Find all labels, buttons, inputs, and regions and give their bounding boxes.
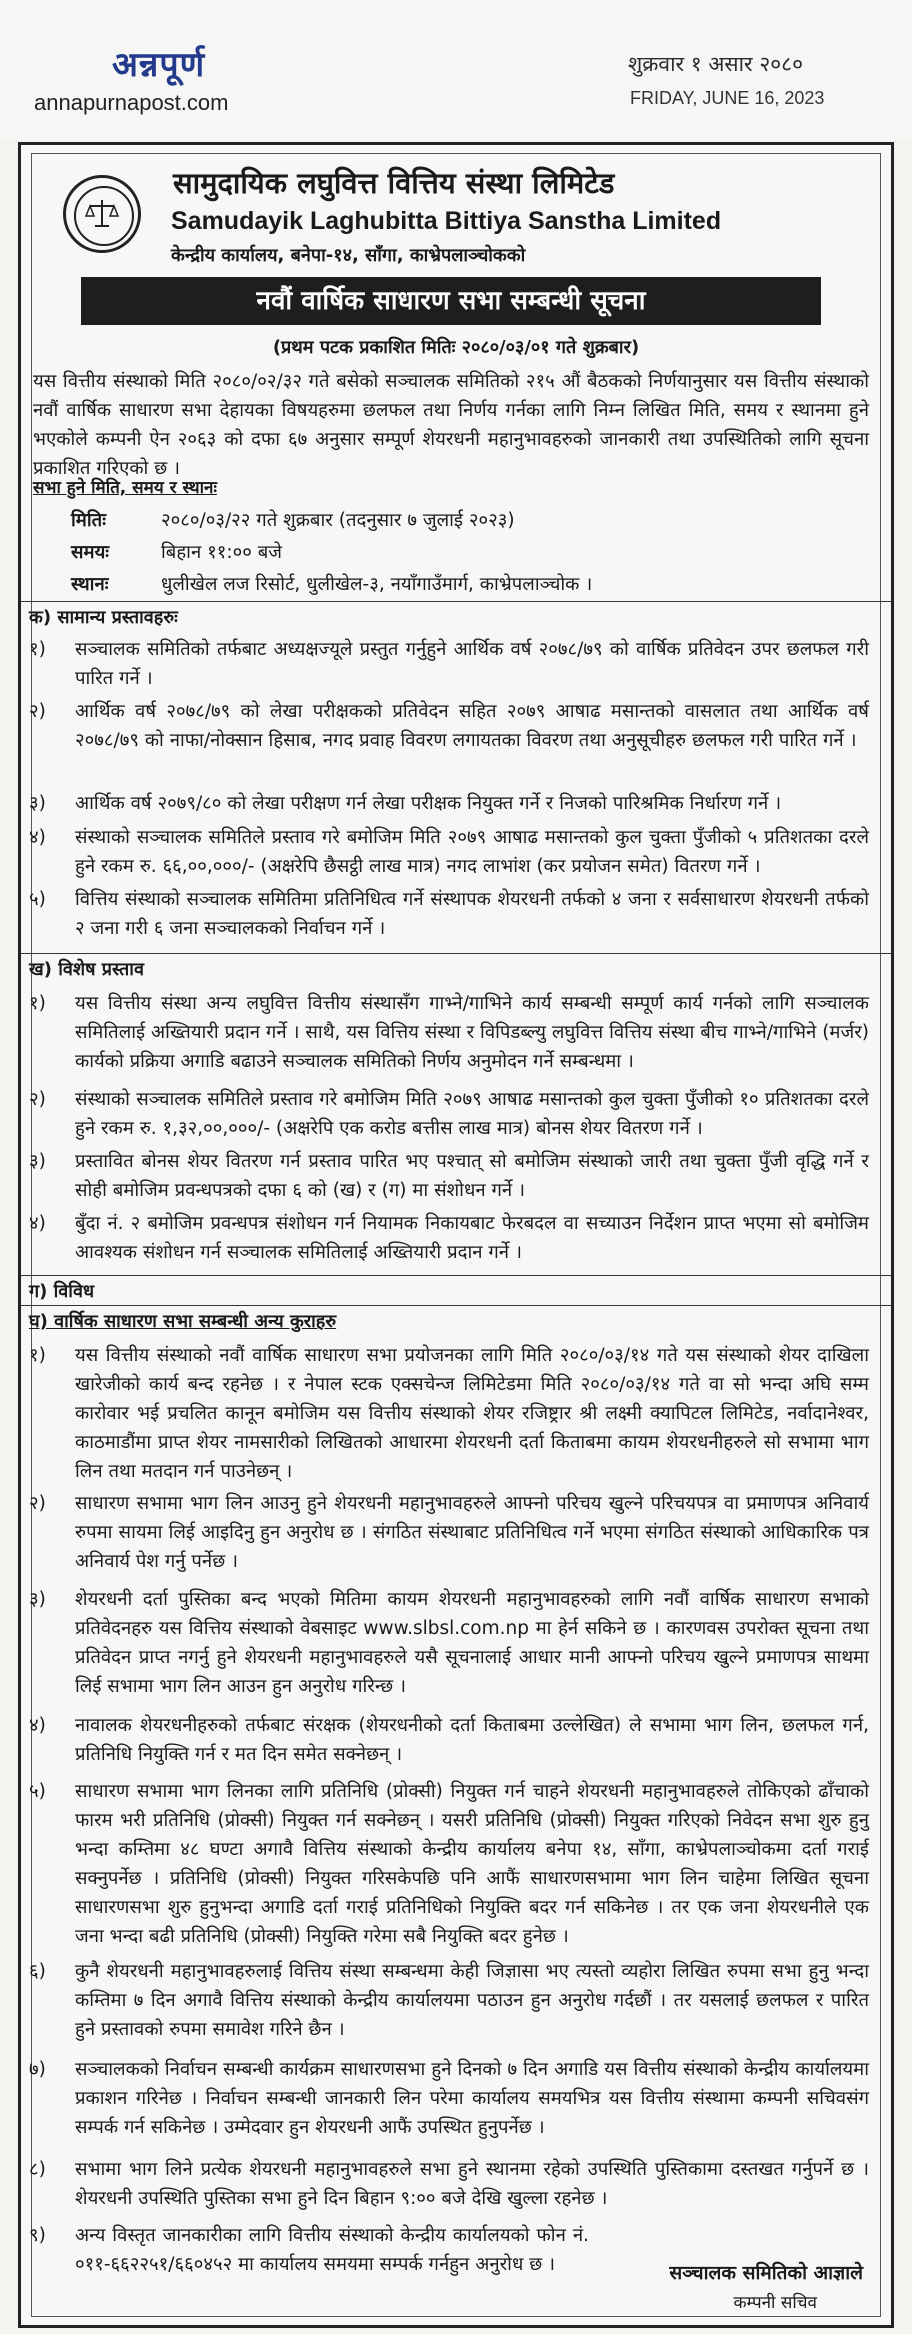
newspaper-logo: अन्नपूर्ण	[112, 45, 206, 85]
divider	[21, 953, 891, 954]
meeting-place-value: धुलीखेल लज रिसोर्ट, धुलीखेल-३, नयाँगाउँमार्ग, काभ्रेपलाञ्चोक ।	[161, 574, 593, 595]
meeting-time-label: समयः	[71, 542, 110, 563]
list-item: ५) साधारण सभामा भाग लिनका लागि प्रतिनिधि (प्रोक्सी) नियुक्त गर्न चाहने शेयरधनी महानुभावहरुले तोकिएको ढाँचाको फारम भरी प्रतिनिधि (प्रोक्सी) नियुक्त गर्न सक्नेछन् । यसरी प्रतिनिधि (प्रोक्सी) नियुक्त गरिएको निवेदन सभा शुरु हुनु भन्दा कम्तिमा ४८ घण्टा अगावै वित्तिय संस्थाको केन्द्रीय कार्यालय बनेपा १४, साँगा, काभ्रेपलाञ्चोकमा दर्ता गराई सक्नुपर्नेछ । प्रतिनिधि (प्रोक्सी) नियुक्त गरिसकेपछि पनि आफैं साधारणसभामा भाग लिन चाहेमा लिखित सूचना साधारणसभा शुरु हुनुभन्दा अगाडि दर्ता गराई प्रतिनिधिको नियुक्ति बदर गर्न सकिनेछ । तर एक जना शेयरधनीले एक जना भन्दा बढी प्रतिनिधि (प्रोक्सी) नियुक्ति गरेमा सबै नियुक्ति बदर हुनेछ ।	[29, 1781, 869, 1947]
section-general-proposals: क) सामान्य प्रस्तावहरुः	[29, 607, 178, 628]
list-item: ८) सभामा भाग लिने प्रत्येक शेयरधनी महानुभावहरुले सभा हुने स्थानमा रहेको उपस्थिति पुस्तिकामा दस्तखत गर्नुपर्ने छ । शेयरधनी उपस्थिति पुस्तिका सभा हुने दिन बिहान ९:०० बजे देखि खुल्ला रहनेछ ।	[29, 2159, 869, 2209]
list-item: २) आर्थिक वर्ष २०७८/७९ को लेखा परीक्षकको प्रतिवेदन सहित २०७९ आषाढ मसान्तको वासलात तथा आर्थिक वर्ष २०७८/७९ को नाफा/नोक्सान हिसाब, नगद प्रवाह विवरण लगायतका विवरण तथा अनुसूचीहरु छलफल गरी पारित गर्ने ।	[29, 701, 869, 751]
list-item: २) साधारण सभामा भाग लिन आउनु हुने शेयरधनी महानुभावहरुले आफ्नो परिचय खुल्ने परिचयपत्र वा प्रमाणपत्र अनिवार्य रुपमा सायमा लिई आइदिनु हुन अनुरोध छ । संगठित संस्थाबाट प्रतिनिधित्व गर्ने भएमा संगठित संस्थाको आधिकारिक पत्र अनिवार्य पेश गर्नु पर्नेछ ।	[29, 1493, 869, 1572]
publication-date: (प्रथम पटक प्रकाशित मितिः २०८०/०३/०१ गते शुक्रबार)	[272, 337, 640, 358]
meeting-place-row	[71, 571, 592, 596]
organization-name-nepali: सामुदायिक लघुवित्त वित्तिय संस्था लिमिटेड	[173, 166, 615, 200]
list-item: १) सञ्चालक समितिको तर्फबाट अध्यक्षज्यूले प्रस्तुत गर्नुहुने आर्थिक वर्ष २०७८/७९ को वार्षिक प्रतिवेदन उपर छलफल गरी पारित गर्ने ।	[29, 639, 869, 689]
section-miscellaneous: ग) विविध	[29, 1281, 95, 1302]
divider	[21, 1275, 891, 1276]
meeting-time-value: बिहान ११:०० बजे	[161, 542, 283, 563]
list-item: ९) अन्य विस्तृत जानकारीका लागि वित्तीय संस्थाको केन्द्रीय कार्यालयको फोन नं. ०११-६६२२५१/६६०४५२ मा कार्यालय समयमा सम्पर्क गर्नहुन अनुरोध छ ।	[29, 2225, 589, 2275]
notice-title: नवौं वार्षिक साधारण सभा सम्बन्धी सूचना	[81, 277, 821, 325]
list-item: २) संस्थाको सञ्चालक समितिले प्रस्ताव गरे बमोजिम मिति २०७९ आषाढ मसान्तको कुल चुक्ता पुँजीको १० प्रतिशतका दरले हुने रकम रु. १,३२,००,०००/- (अक्षरेपि एक करोड बत्तीस लाख मात्र) बोनस शेयर वितरण गर्ने ।	[29, 1089, 869, 1139]
organization-seal-icon	[63, 175, 141, 253]
meeting-date-value: २०८०/०३/२२ गते शुक्रबार (तदनुसार ७ जुलाई २०२३)	[161, 510, 515, 531]
meeting-time-row	[71, 539, 282, 564]
section-other-matters: घ) वार्षिक साधारण सभा सम्बन्धी अन्य कुराहरु	[29, 1311, 337, 1332]
list-item: १) यस वित्तीय संस्था अन्य लघुवित्त वित्तीय संस्थासँग गाभ्ने/गाभिने कार्य सम्बन्धी सम्पूर्ण कार्य गर्नको लागि सञ्चालक समितिलाई अख्तियारी प्रदान गर्ने । साथै, यस वित्तिय संस्था र विपिडब्ल्यु लघुवित्त वित्तिय संस्था बीच गाभ्ने/गाभिने (मर्जर) कार्यको प्रक्रिया अगाडि बढाउने सञ्चालक समितिको निर्णय अनुमोदन गर्ने सम्बन्धमा ।	[29, 993, 869, 1072]
notice-box	[18, 142, 894, 2328]
list-item: ४) नावालक शेयरधनीहरुको तर्फबाट संरक्षक (शेयरधनीको दर्ता किताबमा उल्लेखित) ले सभामा भाग लिन, छलफल गर्न, प्रतिनिधि नियुक्ति गर्न र मत दिन समेत सक्नेछन् ।	[29, 1715, 869, 1765]
list-item: ७) सञ्चालकको निर्वाचन सम्बन्धी कार्यक्रम साधारणसभा हुने दिनको ७ दिन अगाडि यस वित्तीय संस्थाको केन्द्रीय कार्यालयमा प्रकाशन गरिनेछ । निर्वाचन सम्बन्धी जानकारी लिन परेमा कार्यालय समयभित्र यस वित्तीय संस्थामा कम्पनी सचिवसंग सम्पर्क गर्न सकिनेछ । उम्मेदवार हुन शेयरधनी आफैं उपस्थित हुनुपर्नेछ ।	[29, 2059, 869, 2138]
newspaper-header	[0, 0, 912, 140]
list-item: ४) संस्थाको सञ्चालक समितिले प्रस्ताव गरे बमोजिम मिति २०७९ आषाढ मसान्तको कुल चुक्ता पुँजीको ५ प्रतिशतका दरले हुने रकम रु. ६६,००,०००/- (अक्षरेपि छैसट्ठी लाख मात्र) नगद लाभांश (कर प्रयोजन समेत) वितरण गर्ने ।	[29, 827, 869, 877]
meeting-date-label: मितिः	[71, 510, 106, 531]
date-english: FRIDAY, JUNE 16, 2023	[630, 88, 825, 108]
section-special-proposals: ख) विशेष प्रस्ताव	[29, 959, 144, 980]
meeting-heading: सभा हुने मिति, समय र स्थानः	[33, 478, 217, 498]
list-item: ३) आर्थिक वर्ष २०७९/८० को लेखा परीक्षण गर्न लेखा परीक्षक नियुक्त गर्ने र निजको पारिश्रमिक निर्धारण गर्ने ।	[29, 793, 782, 814]
signatory-title: कम्पनी सचिव	[733, 2293, 817, 2313]
newspaper-url: annapurnapost.com	[34, 90, 229, 115]
divider	[21, 601, 891, 602]
date-nepali: शुक्रवार १ असार २०८०	[628, 52, 804, 76]
divider	[21, 1305, 891, 1306]
list-item: १) यस वित्तीय संस्थाको नवौं वार्षिक साधारण सभा प्रयोजनका लागि मिति २०८०/०३/१४ गते यस संस्थाको शेयर दाखिला खारेजीको कार्य बन्द रहनेछ । र नेपाल स्टक एक्सचेन्ज लिमिटेडमा मिति २०८०/०३/१४ गते वा सो भन्दा अघि सम्म कारोवार भई प्रचलित कानून बमोजिम यस वित्तीय संस्थाको शेयर रजिष्ट्रार श्री लक्ष्मी क्यापिटल लिमिटेड, नर्वादानेश्वर, काठमाडौंमा प्राप्त शेयर नामसारीको लिखितको आधारमा शेयरधनी दर्ता किताबमा कायम शेयरधनीहरुले सो सभामा भाग लिन तथा मतदान गर्न पाउनेछन् ।	[29, 1345, 869, 1482]
signature-line: सञ्चालक समितिको आज्ञाले	[669, 2262, 863, 2284]
list-item: ३) प्रस्तावित बोनस शेयर वितरण गर्न प्रस्ताव पारित भए पश्चात् सो बमोजिम संस्थाको जारी तथा चुक्ता पुँजी वृद्धि गर्ने र सोही बमोजिम प्रवन्धपत्रको दफा ६ को (ख) र (ग) मा संशोधन गर्ने ।	[29, 1151, 869, 1201]
intro-paragraph: यस वित्तीय संस्थाको मिति २०८०/०२/३२ गते बसेको सञ्चालक समितिको २१५ औं बैठकको निर्णयानुसार यस वित्तीय संस्थाको नवौं वार्षिक साधारण सभा देहायका विषयहरुमा छलफल तथा निर्णय गर्नका लागि निम्न लिखित मिति, समय र स्थानमा हुने भएकोले कम्पनी ऐन २०६३ को दफा ६७ अनुसार सम्पूर्ण शेयरधनी महानुभावहरुको जानकारी तथा उपस्थितिको लागि सूचना प्रकाशित गरिएको छ ।	[33, 371, 869, 479]
list-item: ३) शेयरधनी दर्ता पुस्तिका बन्द भएको मितिमा कायम शेयरधनी महानुभावहरुको लागि नवौं वार्षिक साधारण सभाको प्रतिवेदनहरु यस वित्तिय संस्थाको वेबसाइट www.slbsl.com.np मा हेर्न सकिने छ । कारणवस उपरोक्त सूचना तथा प्रतिवेदन प्राप्त नगर्नु हुने शेयरधनी महानुभावहरुले यसै सूचनालाई आधार मानी आफ्नो परिचय खुल्ने प्रमाणपत्र साथमा लिई सभामा भाग लिन आउन हुन अनुरोध गरिन्छ ।	[29, 1589, 869, 1697]
organization-address: केन्द्रीय कार्यालय, बनेपा-१४, साँगा, काभ्रेपलाञ्चोककाे	[171, 245, 526, 266]
list-item: ४) बुँदा नं. २ बमोजिम प्रवन्धपत्र संशोधन गर्न नियामक निकायबाट फेरबदल वा सच्याउन निर्देशन प्राप्त भएमा सो बमोजिम आवश्यक संशोधन गर्न सञ्चालक समितिलाई अख्तियारी प्रदान गर्ने ।	[29, 1213, 869, 1263]
organization-name-english: Samudayik Laghubitta Bittiya Sanstha Limited	[171, 207, 722, 235]
meeting-date-row	[71, 507, 515, 532]
list-item: ६) कुनै शेयरधनी महानुभावहरुलाई वित्तिय संस्था सम्बन्धमा केही जिज्ञासा भए त्यस्तो व्यहोरा लिखित रुपमा सभा हुनु भन्दा कम्तिमा ७ दिन अगावै वित्तिय संस्थाको केन्द्रीय कार्यालयमा पठाउन हुन अनुरोध गर्दछौं । तर यसलाई छलफल र पारित हुने प्रस्तावको रुपमा समावेश गरिने छैन ।	[29, 1961, 869, 2040]
meeting-place-label: स्थानः	[71, 574, 109, 595]
list-item: ५) वित्तिय संस्थाको सञ्चालक समितिमा प्रतिनिधित्व गर्ने संस्थापक शेयरधनी तर्फको ४ जना र सर्वसाधारण शेयरधनी तर्फको २ जना गरी ६ जना सञ्चालकको निर्वाचन गर्ने ।	[29, 889, 869, 939]
